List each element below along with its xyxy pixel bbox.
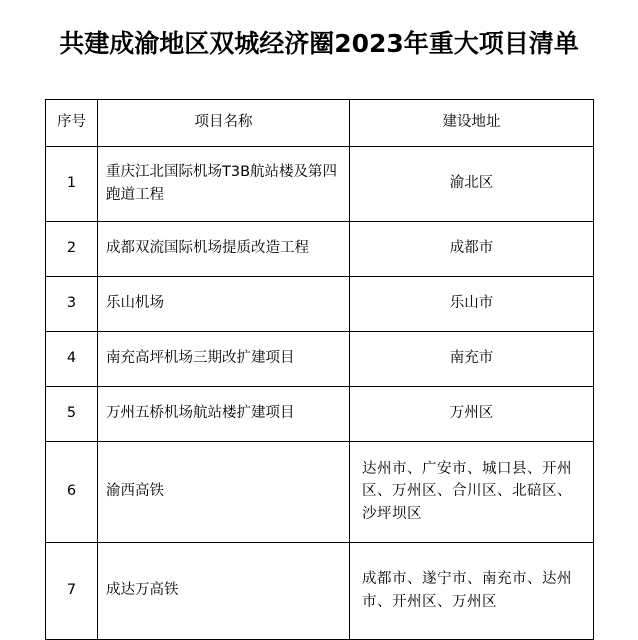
table-header [46,99,594,146]
cell-project-name: 渝西高铁 [98,441,350,542]
cell-index: 2 [46,221,98,276]
project-table [45,99,594,640]
cell-project-name: 乐山机场 [98,276,350,331]
cell-index: 6 [46,441,98,542]
cell-index: 5 [46,386,98,441]
cell-index: 3 [46,276,98,331]
table-row [46,146,594,221]
cell-address: 万州区 [350,386,594,441]
cell-index: 4 [46,331,98,386]
table-header-row [46,99,594,146]
cell-project-name: 成都双流国际机场提质改造工程 [98,221,350,276]
column-header-index: 序号 [46,99,98,146]
table-row [46,221,594,276]
cell-project-name: 南充高坪机场三期改扩建项目 [98,331,350,386]
table-row [46,276,594,331]
cell-project-name: 重庆江北国际机场T3B航站楼及第四跑道工程 [98,146,350,221]
table-row [46,441,594,542]
cell-address: 南充市 [350,331,594,386]
table-row [46,542,594,639]
cell-address: 成都市、遂宁市、南充市、达州市、开州区、万州区 [350,542,594,639]
cell-address: 乐山市 [350,276,594,331]
cell-index: 1 [46,146,98,221]
cell-project-name: 万州五桥机场航站楼扩建项目 [98,386,350,441]
table-row [46,331,594,386]
column-header-project-name: 项目名称 [98,99,350,146]
project-table-container [45,99,593,640]
cell-address: 成都市 [350,221,594,276]
column-header-address: 建设地址 [350,99,594,146]
page-title: 共建成渝地区双城经济圈2023年重大项目清单 [59,29,579,58]
cell-address: 渝北区 [350,146,594,221]
table-body [46,146,594,639]
cell-project-name: 成达万高铁 [98,542,350,639]
cell-index: 7 [46,542,98,639]
cell-address: 达州市、广安市、城口县、开州区、万州区、合川区、北碚区、沙坪坝区 [350,441,594,542]
table-row [46,386,594,441]
